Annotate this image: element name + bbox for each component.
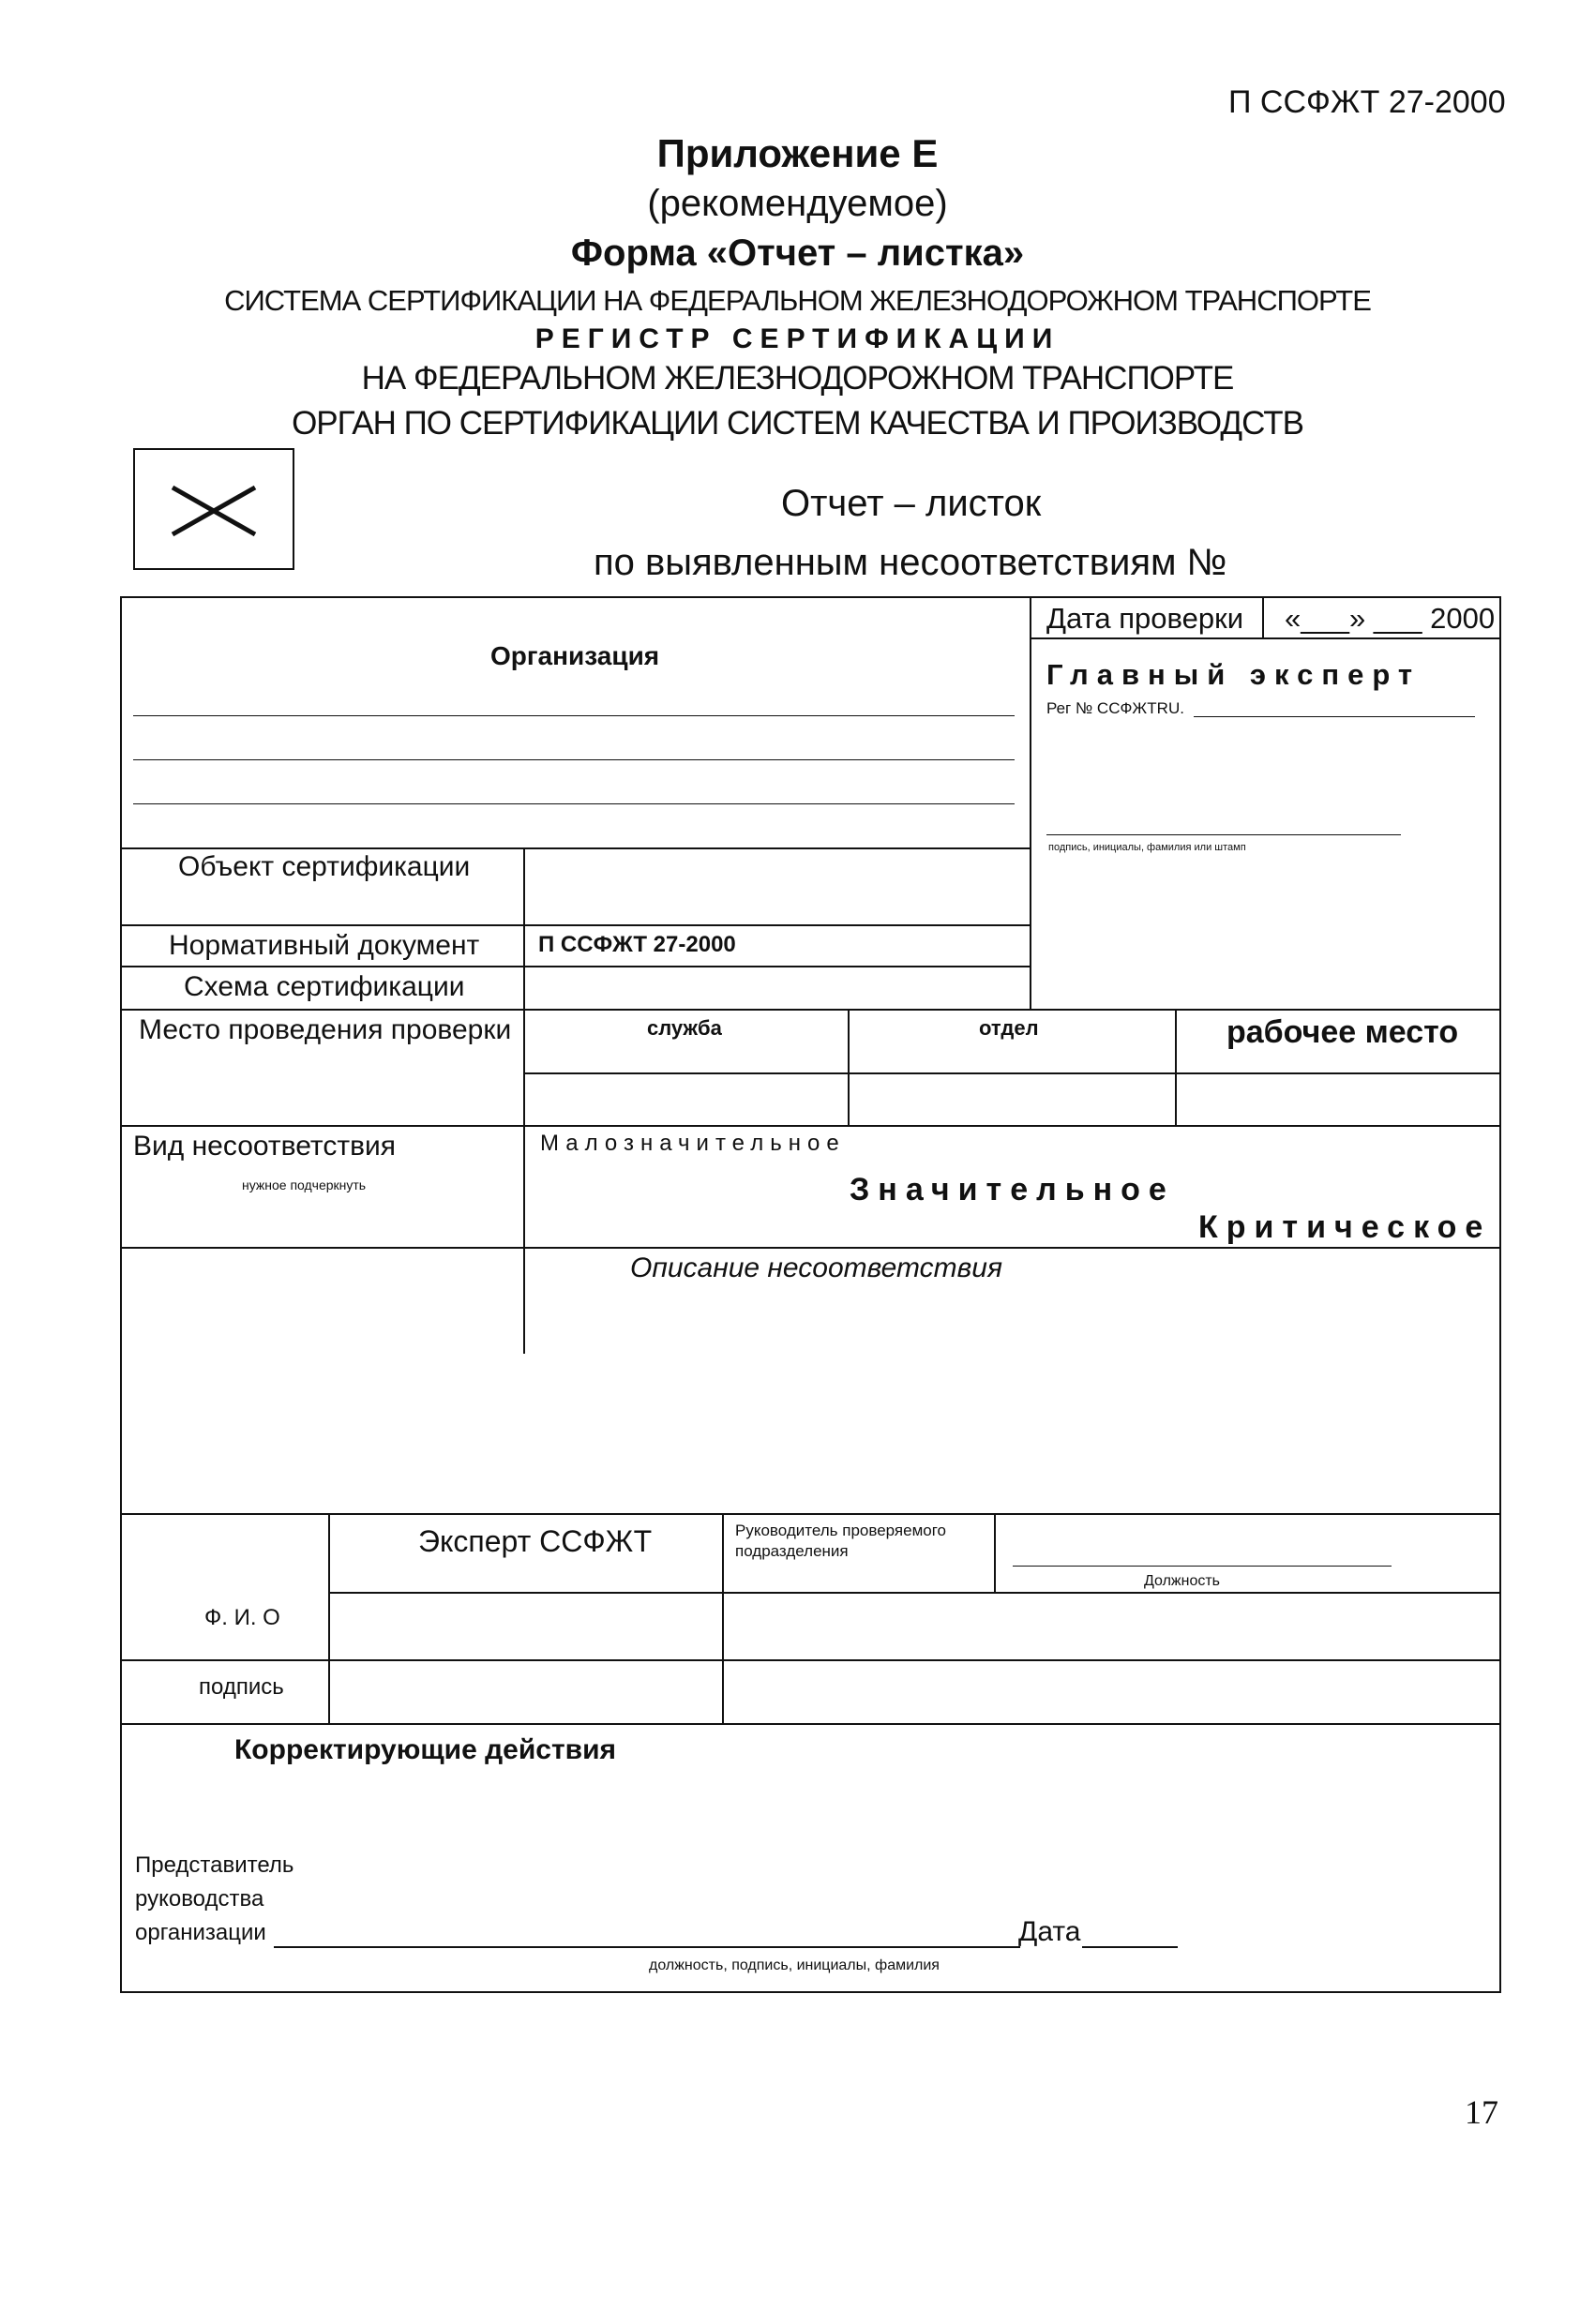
scheme-label: Схема сертификации (184, 971, 465, 1002)
appendix-title: Приложение Е (656, 131, 939, 175)
document-code: П ССФЖТ 27-2000 (1228, 84, 1506, 120)
registration-number: Рег № ССФЖТRU. (1046, 699, 1184, 717)
nonconformity-type-hint: нужное подчеркнуть (242, 1177, 367, 1192)
stamp-box (133, 448, 294, 570)
date-label: Дата (1018, 1916, 1081, 1947)
cross-mark-icon (135, 450, 293, 568)
appendix-note: (рекомендуемое) (647, 183, 948, 224)
nonconformity-type-label: Вид несоответствия (133, 1131, 397, 1162)
nonconformity-minor[interactable]: Малозначительное (540, 1131, 846, 1156)
representative-line-2: руководства (135, 1886, 264, 1912)
organization-label: Организация (490, 641, 660, 670)
place-col-workplace: рабочее место (1226, 1014, 1459, 1050)
normative-value: П ССФЖТ 27-2000 (538, 932, 736, 957)
place-label: Место проведения проверки (139, 1014, 512, 1045)
corrective-actions-label: Корректирующие действия (234, 1734, 617, 1765)
place-col-service: служба (647, 1016, 722, 1040)
nonconformity-critical[interactable]: Критическое (1198, 1209, 1492, 1245)
object-label: Объект сертификации (178, 851, 471, 882)
check-date-label: Дата проверки (1046, 602, 1244, 635)
nonconformity-major[interactable]: Значительное (850, 1172, 1175, 1207)
signature-caption: подпись, инициалы, фамилия или штамп (1048, 842, 1246, 853)
head-of-unit-text: Руководитель проверяемого подразделения (735, 1522, 947, 1560)
position-caption: Должность (1144, 1573, 1220, 1589)
register-subtitle: НА ФЕДЕРАЛЬНОМ ЖЕЛЕЗНОДОРОЖНОМ ТРАНСПОРТЕ (361, 360, 1234, 397)
bottom-caption: должность, подпись, инициалы, фамилия (649, 1957, 940, 1973)
system-name: СИСТЕМА СЕРТИФИКАЦИИ НА ФЕДЕРАЛЬНОМ ЖЕЛЕЗНОДОРОЖНОМ ТРАНСПОРТЕ (224, 284, 1371, 317)
check-date-value: «___» ___ 2000 (1285, 602, 1496, 635)
chief-expert-label: Главный эксперт (1046, 658, 1422, 691)
place-col-department: отдел (979, 1016, 1039, 1040)
fio-label: Ф. И. О (204, 1605, 280, 1630)
register-name: РЕГИСТР СЕРТИФИКАЦИИ (534, 323, 1061, 354)
report-subtitle: по выявленным несоответствиям № (594, 542, 1227, 583)
representative-line-3: организации (135, 1920, 266, 1945)
certification-organ: ОРГАН ПО СЕРТИФИКАЦИИ СИСТЕМ КАЧЕСТВА И ПРОИЗВОДСТВ (292, 405, 1303, 442)
nonconformity-form (120, 596, 1501, 1993)
report-title: Отчет – листок (781, 483, 1042, 524)
page-number: 17 (1465, 2093, 1498, 2131)
head-of-unit-label (735, 1521, 990, 1562)
normative-label: Нормативный документ (169, 930, 480, 961)
form-title: Форма «Отчет – листка» (570, 232, 1025, 274)
description-label: Описание несоответствия (630, 1252, 1003, 1283)
expert-label: Эксперт ССФЖТ (418, 1524, 653, 1558)
representative-line-1: Представитель (135, 1852, 294, 1878)
signature-label: подпись (199, 1674, 284, 1700)
